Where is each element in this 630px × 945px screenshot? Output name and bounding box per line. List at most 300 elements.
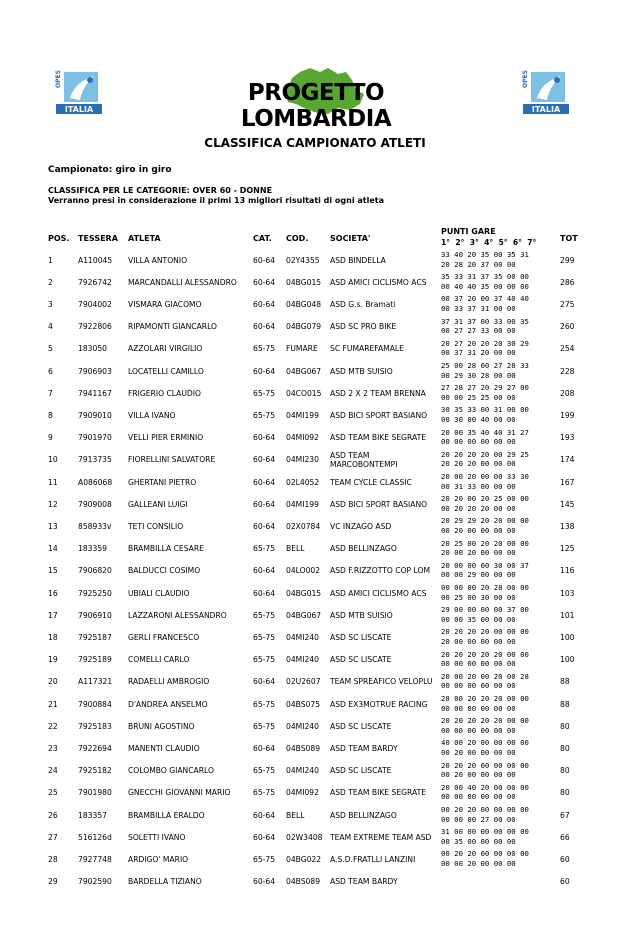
race-points-line: 20 00 35 40 40 31 27 xyxy=(441,427,529,437)
tessera-cell: 7922694 xyxy=(78,743,112,753)
svg-text:OPES: OPES xyxy=(55,70,62,88)
code-cell: 02Y4355 xyxy=(286,255,320,265)
total-cell: 67 xyxy=(560,810,570,820)
code-cell: 04BS075 xyxy=(286,699,321,709)
position-cell: 15 xyxy=(48,566,58,576)
athlete-cell: UBIALI CLAUDIO xyxy=(128,588,190,598)
note-label: Verranno presi in considerazione il primi 13 migliori risultati di ogni atleta xyxy=(48,196,384,205)
race-points-line: 20 00 40 20 00 00 00 xyxy=(441,782,529,792)
table-row xyxy=(0,760,630,782)
society-cell: ASD TEAM BIKE SEGRATE xyxy=(330,433,427,443)
race-points-line: 20 20 20 00 00 00 xyxy=(441,459,516,469)
code-cell: 04MI092 xyxy=(286,433,319,443)
race-points-line: 30 35 33 00 31 00 00 xyxy=(441,405,529,415)
race-points-line: 00 37 31 20 00 00 xyxy=(441,348,516,358)
categories-label: CLASSIFICA PER LE CATEGORIE: OVER 60 - DONNE xyxy=(48,186,273,195)
athlete-cell: GERLI FRANCESCO xyxy=(128,632,200,642)
race-points-line: 00 00 00 00 00 00 xyxy=(441,725,516,735)
society-cell: ASD TEAM BARDY xyxy=(330,743,398,753)
race-points xyxy=(441,672,529,691)
race-points xyxy=(441,805,529,824)
tessera-cell: 516126d xyxy=(78,832,112,842)
total-cell: 80 xyxy=(560,721,570,731)
total-cell: 103 xyxy=(560,588,575,598)
table-row xyxy=(0,671,630,693)
race-points-line: 20 00 20 00 20 00 28 xyxy=(441,671,529,681)
code-cell: 04BG079 xyxy=(286,322,322,332)
code-cell: 04MI092 xyxy=(286,788,319,798)
tessera-cell: A086068 xyxy=(78,477,113,487)
total-cell: 80 xyxy=(560,788,570,798)
society-cell: ASD BICI SPORT BASIANO xyxy=(330,410,428,420)
race-points-line: 00 30 00 40 00 00 xyxy=(441,414,516,424)
race-points-line: 00 00 00 00 00 00 xyxy=(441,659,516,669)
race-points-line: 31 00 00 00 00 00 00 xyxy=(441,827,529,837)
total-cell: 260 xyxy=(560,322,575,332)
society-cell: ASD MTB SUISIO xyxy=(330,610,393,620)
position-cell: 8 xyxy=(48,410,53,420)
category-cell: 60-64 xyxy=(253,566,276,576)
total-cell: 80 xyxy=(560,743,570,753)
tessera-cell: 7909010 xyxy=(78,410,112,420)
race-points-line: 00 29 30 28 00 00 xyxy=(441,370,516,380)
tessera-cell: 7906820 xyxy=(78,566,112,576)
race-points xyxy=(441,450,529,469)
athlete-cell: RADAELLI AMBROGIO xyxy=(128,677,210,687)
code-cell: 04MI240 xyxy=(286,632,319,642)
race-points-line: 00 00 20 00 00 00 xyxy=(441,858,516,868)
tessera-cell: 183359 xyxy=(78,544,107,554)
race-points xyxy=(441,317,529,336)
athlete-cell: FRIGERIO CLAUDIO xyxy=(128,388,201,398)
race-points-line: 00 00 00 00 00 00 xyxy=(441,703,516,713)
athlete-cell: LAZZARONI ALESSANDRO xyxy=(128,610,227,620)
category-cell: 60-64 xyxy=(253,299,276,309)
category-cell: 65-75 xyxy=(253,632,276,642)
position-cell: 26 xyxy=(48,810,58,820)
total-cell: 80 xyxy=(560,766,570,776)
category-cell: 60-64 xyxy=(253,499,276,509)
society-cell: ASD BELLINZAGO xyxy=(330,544,397,554)
race-points xyxy=(441,827,529,846)
society-cell: TEAM SPREAFICO VELOPLU xyxy=(330,677,433,687)
total-cell: 101 xyxy=(560,610,575,620)
position-cell: 27 xyxy=(48,832,58,842)
race-points xyxy=(441,583,529,602)
athlete-cell: AZZOLARI VIRGILIO xyxy=(128,344,203,354)
code-cell: 04MI199 xyxy=(286,410,319,420)
table-row xyxy=(0,737,630,759)
position-cell: 10 xyxy=(48,455,58,465)
race-points-line: 20 00 00 00 30 00 37 xyxy=(441,560,529,570)
table-row xyxy=(0,449,630,471)
race-points xyxy=(441,294,529,313)
tessera-cell: 7909008 xyxy=(78,499,112,509)
race-points xyxy=(441,516,529,535)
table-row xyxy=(0,471,630,493)
athlete-cell: GNECCHI GIOVANNI MARIO xyxy=(128,788,231,798)
tessera-cell: 7906910 xyxy=(78,610,112,620)
race-points xyxy=(441,761,529,780)
race-points-line: 00 00 00 27 00 00 xyxy=(441,814,516,824)
header-cod: COD. xyxy=(286,234,309,243)
position-cell: 24 xyxy=(48,766,58,776)
race-points-line: 37 31 37 00 33 00 35 xyxy=(441,316,529,326)
total-cell: 228 xyxy=(560,366,575,376)
athlete-cell: BRAMBILLA ERALDO xyxy=(128,810,205,820)
table-row xyxy=(0,493,630,515)
athlete-cell: D'ANDREA ANSELMO xyxy=(128,699,208,709)
race-points-line: 20 20 20 20 20 00 00 xyxy=(441,649,529,659)
race-points-line: 00 40 40 35 00 00 00 xyxy=(441,281,529,291)
race-points-line: 20 20 20 20 00 29 25 xyxy=(441,449,529,459)
total-cell: 100 xyxy=(560,655,575,665)
header-atleta: ATLETA xyxy=(128,234,161,243)
table-row xyxy=(0,826,630,848)
society-cell: VC INZAGO ASD xyxy=(330,521,392,531)
race-points-line: 20 28 20 37 00 00 xyxy=(441,259,516,269)
race-points-line: 00 00 29 00 00 00 xyxy=(441,570,516,580)
opes-italia-logo-right xyxy=(523,70,569,116)
race-points-line: 20 20 20 20 00 00 00 xyxy=(441,627,529,637)
table-row xyxy=(0,582,630,604)
category-cell: 65-75 xyxy=(253,655,276,665)
athlete-cell: COLOMBO GIANCARLO xyxy=(128,766,214,776)
code-cell: 04BG067 xyxy=(286,366,322,376)
table-row xyxy=(0,249,630,271)
society-cell: ASD SC LISCATE xyxy=(330,655,392,665)
total-cell: 199 xyxy=(560,410,575,420)
race-points xyxy=(441,783,529,802)
tessera-cell: 183050 xyxy=(78,344,107,354)
position-cell: 12 xyxy=(48,499,58,509)
table-row xyxy=(0,382,630,404)
category-cell: 60-64 xyxy=(253,810,276,820)
total-cell: 88 xyxy=(560,677,570,687)
athlete-cell: VILLA ANTONIO xyxy=(128,255,188,265)
code-cell: 04MI240 xyxy=(286,766,319,776)
race-points-line: 00 00 25 25 00 00 xyxy=(441,392,516,402)
category-cell: 60-64 xyxy=(253,255,276,265)
code-cell: 04BS089 xyxy=(286,743,321,753)
total-cell: 60 xyxy=(560,854,570,864)
tessera-cell: 858933v xyxy=(78,521,112,531)
category-cell: 60-64 xyxy=(253,521,276,531)
championship-label: Campionato: giro in giro xyxy=(48,165,172,175)
race-points xyxy=(441,361,529,380)
category-cell: 65-75 xyxy=(253,388,276,398)
position-cell: 4 xyxy=(48,322,53,332)
code-cell: 04MI240 xyxy=(286,655,319,665)
race-points-line: 00 25 00 30 00 00 xyxy=(441,592,516,602)
race-points xyxy=(441,428,529,447)
svg-text:OPES: OPES xyxy=(522,70,529,88)
table-row xyxy=(0,782,630,804)
position-cell: 17 xyxy=(48,610,58,620)
society-cell: ASD TEAM MARCOBONTEMPI xyxy=(330,450,398,469)
total-cell: 100 xyxy=(560,632,575,642)
total-cell: 275 xyxy=(560,299,575,309)
race-points-line: 00 31 33 00 00 00 xyxy=(441,481,516,491)
position-cell: 21 xyxy=(48,699,58,709)
tessera-cell: 7901970 xyxy=(78,433,112,443)
race-points-line: 00 20 20 00 00 00 00 xyxy=(441,805,529,814)
race-points-line: 27 28 27 20 29 27 00 xyxy=(441,383,529,393)
society-cell: ASD AMICI CICLISMO ACS xyxy=(330,277,427,287)
total-cell: 116 xyxy=(560,566,575,576)
category-cell: 65-75 xyxy=(253,721,276,731)
athlete-cell: VELLI PIER ERMINIO xyxy=(128,433,204,443)
race-points-line: 00 00 00 00 00 00 xyxy=(441,437,516,447)
page-title: PROGETTO LOMBARDIA xyxy=(240,80,392,132)
category-cell: 60-64 xyxy=(253,322,276,332)
table-row xyxy=(0,360,630,382)
total-cell: 286 xyxy=(560,277,575,287)
race-points xyxy=(441,539,529,558)
code-cell: 02X0784 xyxy=(286,521,321,531)
category-cell: 60-64 xyxy=(253,277,276,287)
category-cell: 60-64 xyxy=(253,832,276,842)
code-cell: 04MI199 xyxy=(286,499,319,509)
race-points xyxy=(441,272,529,291)
race-points-line: 00 20 00 00 00 00 xyxy=(441,525,516,535)
table-row xyxy=(0,604,630,626)
race-points-line: 20 25 00 20 20 00 00 xyxy=(441,538,529,548)
table-row xyxy=(0,626,630,648)
race-points xyxy=(441,339,529,358)
total-cell: 174 xyxy=(560,455,575,465)
category-cell: 60-64 xyxy=(253,588,276,598)
category-cell: 60-64 xyxy=(253,455,276,465)
race-points-line: 00 00 00 00 00 00 xyxy=(441,681,516,691)
category-cell: 65-75 xyxy=(253,788,276,798)
tessera-cell: 7906903 xyxy=(78,366,112,376)
code-cell: BELL xyxy=(286,544,305,554)
total-cell: 193 xyxy=(560,433,575,443)
position-cell: 29 xyxy=(48,877,58,887)
athlete-cell: GALLEANI LUIGI xyxy=(128,499,188,509)
athlete-cell: BALDUCCI COSIMO xyxy=(128,566,201,576)
header-punti-gare: PUNTI GARE xyxy=(441,227,496,236)
society-cell: ASD EX3MOTRUE RACING xyxy=(330,699,428,709)
code-cell: 04CO015 xyxy=(286,388,322,398)
athlete-cell: BRAMBILLA CESARE xyxy=(128,544,204,554)
race-points xyxy=(441,716,529,735)
code-cell: 04MI230 xyxy=(286,455,319,465)
position-cell: 2 xyxy=(48,277,53,287)
tessera-cell: 7925182 xyxy=(78,766,112,776)
tessera-cell: 7904002 xyxy=(78,299,112,309)
category-cell: 60-64 xyxy=(253,677,276,687)
tessera-cell: 7927748 xyxy=(78,854,112,864)
category-cell: 60-64 xyxy=(253,366,276,376)
society-cell: ASD SC LISCATE xyxy=(330,721,392,731)
table-row xyxy=(0,715,630,737)
tessera-cell: A110045 xyxy=(78,255,113,265)
tessera-cell: 183357 xyxy=(78,810,107,820)
tessera-cell: 7925187 xyxy=(78,632,112,642)
race-points-line: 00 33 37 31 00 00 xyxy=(441,303,516,313)
total-cell: 208 xyxy=(560,388,575,398)
category-cell: 65-75 xyxy=(253,699,276,709)
total-cell: 88 xyxy=(560,699,570,709)
total-cell: 254 xyxy=(560,344,575,354)
code-cell: 04BG048 xyxy=(286,299,322,309)
society-cell: ASD F.RIZZOTTO COP LOM xyxy=(330,566,431,576)
tessera-cell: 7902590 xyxy=(78,877,112,887)
code-cell: 04BS089 xyxy=(286,877,321,887)
society-cell: ASD SC PRO BIKE xyxy=(330,322,397,332)
race-points-line: 29 00 00 00 00 37 00 xyxy=(441,605,529,615)
total-cell: 299 xyxy=(560,255,575,265)
athlete-cell: BRUNI AGOSTINO xyxy=(128,721,195,731)
athlete-cell: SOLETTI IVANO xyxy=(128,832,186,842)
total-cell: 167 xyxy=(560,477,575,487)
race-points xyxy=(441,561,529,580)
society-cell: ASD G.s. Bramati xyxy=(330,299,396,309)
category-cell: 65-75 xyxy=(253,610,276,620)
code-cell: 04BG067 xyxy=(286,610,322,620)
society-cell: ASD AMICI CICLISMO ACS xyxy=(330,588,427,598)
table-row xyxy=(0,427,630,449)
race-points-line: 40 00 20 00 00 00 00 xyxy=(441,738,529,748)
category-cell: 65-75 xyxy=(253,854,276,864)
table-row xyxy=(0,560,630,582)
position-cell: 28 xyxy=(48,854,58,864)
race-points-line: 00 37 20 00 37 40 40 xyxy=(441,294,529,304)
race-points xyxy=(441,405,529,424)
race-points-line: 00 35 00 00 00 00 xyxy=(441,836,516,846)
race-points-line: 00 20 00 00 00 00 xyxy=(441,770,516,780)
society-cell: SC FUMAREFAMALE xyxy=(330,344,404,354)
position-cell: 19 xyxy=(48,655,58,665)
header-cat: CAT. xyxy=(253,234,272,243)
code-cell: FUMARE xyxy=(286,344,318,354)
athlete-cell: TETI CONSILIO xyxy=(128,521,184,531)
race-points-line: 00 20 20 00 00 00 00 xyxy=(441,849,529,859)
tessera-cell: 7925189 xyxy=(78,655,112,665)
position-cell: 3 xyxy=(48,299,53,309)
race-points xyxy=(441,694,529,713)
position-cell: 5 xyxy=(48,344,53,354)
position-cell: 25 xyxy=(48,788,58,798)
code-cell: 02W3408 xyxy=(286,832,323,842)
society-cell: ASD MTB SUISIO xyxy=(330,366,393,376)
athlete-cell: BARDELLA TIZIANO xyxy=(128,877,202,887)
tessera-cell: 7913735 xyxy=(78,455,112,465)
total-cell: 145 xyxy=(560,499,575,509)
race-points-line: 00 00 35 00 00 00 xyxy=(441,614,516,624)
table-row xyxy=(0,316,630,338)
race-points-line: 20 00 20 00 00 33 30 xyxy=(441,472,529,481)
position-cell: 1 xyxy=(48,255,53,265)
athlete-cell: MANENTI CLAUDIO xyxy=(128,743,200,753)
position-cell: 6 xyxy=(48,366,53,376)
race-points xyxy=(441,849,529,868)
header-societa: SOCIETA' xyxy=(330,234,371,243)
category-cell: 65-75 xyxy=(253,544,276,554)
category-cell: 60-64 xyxy=(253,477,276,487)
athlete-cell: LOCATELLI CAMILLO xyxy=(128,366,204,376)
code-cell: 04LO002 xyxy=(286,566,321,576)
race-points-line: 20 20 20 00 00 00 00 xyxy=(441,760,529,770)
category-cell: 60-64 xyxy=(253,743,276,753)
society-cell: ASD 2 X 2 TEAM BRENNA xyxy=(330,388,426,398)
total-cell: 125 xyxy=(560,544,575,554)
header-tot: TOT xyxy=(560,234,578,243)
category-cell: 60-64 xyxy=(253,433,276,443)
header-pos: POS. xyxy=(48,234,70,243)
code-cell: 02L4052 xyxy=(286,477,320,487)
race-points-line: 00 00 00 20 28 00 00 xyxy=(441,583,529,592)
athlete-cell: MARCANDALLI ALESSANDRO xyxy=(128,277,237,287)
tessera-cell: 7925183 xyxy=(78,721,112,731)
position-cell: 20 xyxy=(48,677,58,687)
race-points-line: 00 00 00 00 00 00 xyxy=(441,792,516,802)
category-cell: 65-75 xyxy=(253,410,276,420)
race-points-line: 00 27 27 33 00 00 xyxy=(441,326,516,336)
race-points-line: 20 00 20 00 00 00 xyxy=(441,548,516,558)
race-points xyxy=(441,383,529,402)
race-points-line: 20 00 00 00 00 00 xyxy=(441,636,516,646)
table-row xyxy=(0,649,630,671)
society-cell: ASD SC LISCATE xyxy=(330,632,392,642)
table-row xyxy=(0,804,630,826)
society-cell: ASD BICI SPORT BASIANO xyxy=(330,499,428,509)
race-points-line: 33 40 20 35 00 35 31 xyxy=(441,250,529,259)
tessera-cell: 7900884 xyxy=(78,699,112,709)
athlete-cell: GHERTANI PIETRO xyxy=(128,477,197,487)
position-cell: 7 xyxy=(48,388,53,398)
race-points-line: 25 00 28 00 27 28 33 xyxy=(441,361,529,370)
table-row xyxy=(0,515,630,537)
society-cell: ASD BELLINZAGO xyxy=(330,810,397,820)
society-cell: TEAM EXTREME TEAM ASD xyxy=(330,832,432,842)
category-cell: 60-64 xyxy=(253,877,276,887)
tessera-cell: 7901980 xyxy=(78,788,112,798)
tessera-cell: 7925250 xyxy=(78,588,112,598)
society-cell: TEAM CYCLE CLASSIC xyxy=(330,477,412,487)
race-points-line: 00 20 20 20 00 00 xyxy=(441,503,516,513)
athlete-cell: ARDIGO' MARIO xyxy=(128,854,189,864)
athlete-cell: FIORELLINI SALVATORE xyxy=(128,455,216,465)
opes-italia-logo-left xyxy=(56,70,102,116)
society-cell: ASD BINDELLA xyxy=(330,255,386,265)
header-gare-numbers: 1° 2° 3° 4° 5° 6° 7° xyxy=(441,238,537,247)
svg-text:ITALIA: ITALIA xyxy=(531,105,561,114)
tessera-cell: 7941167 xyxy=(78,388,112,398)
code-cell: 02U2607 xyxy=(286,677,321,687)
tessera-cell: 7922806 xyxy=(78,322,112,332)
document-title: CLASSIFICA CAMPIONATO ATLETI xyxy=(204,136,426,150)
race-points-line: 20 20 00 20 25 00 00 xyxy=(441,494,529,504)
society-cell: ASD SC LISCATE xyxy=(330,766,392,776)
race-points xyxy=(441,472,529,491)
code-cell: 04BG022 xyxy=(286,854,322,864)
table-row xyxy=(0,338,630,360)
tessera-cell: 7926742 xyxy=(78,277,112,287)
athlete-cell: VILLA IVANO xyxy=(128,410,176,420)
table-row xyxy=(0,538,630,560)
total-cell: 60 xyxy=(560,877,570,887)
race-points xyxy=(441,605,529,624)
svg-text:ITALIA: ITALIA xyxy=(64,105,94,114)
table-row xyxy=(0,293,630,315)
athlete-cell: COMELLI CARLO xyxy=(128,655,190,665)
table-row xyxy=(0,871,630,893)
code-cell: BELL xyxy=(286,810,305,820)
position-cell: 16 xyxy=(48,588,58,598)
